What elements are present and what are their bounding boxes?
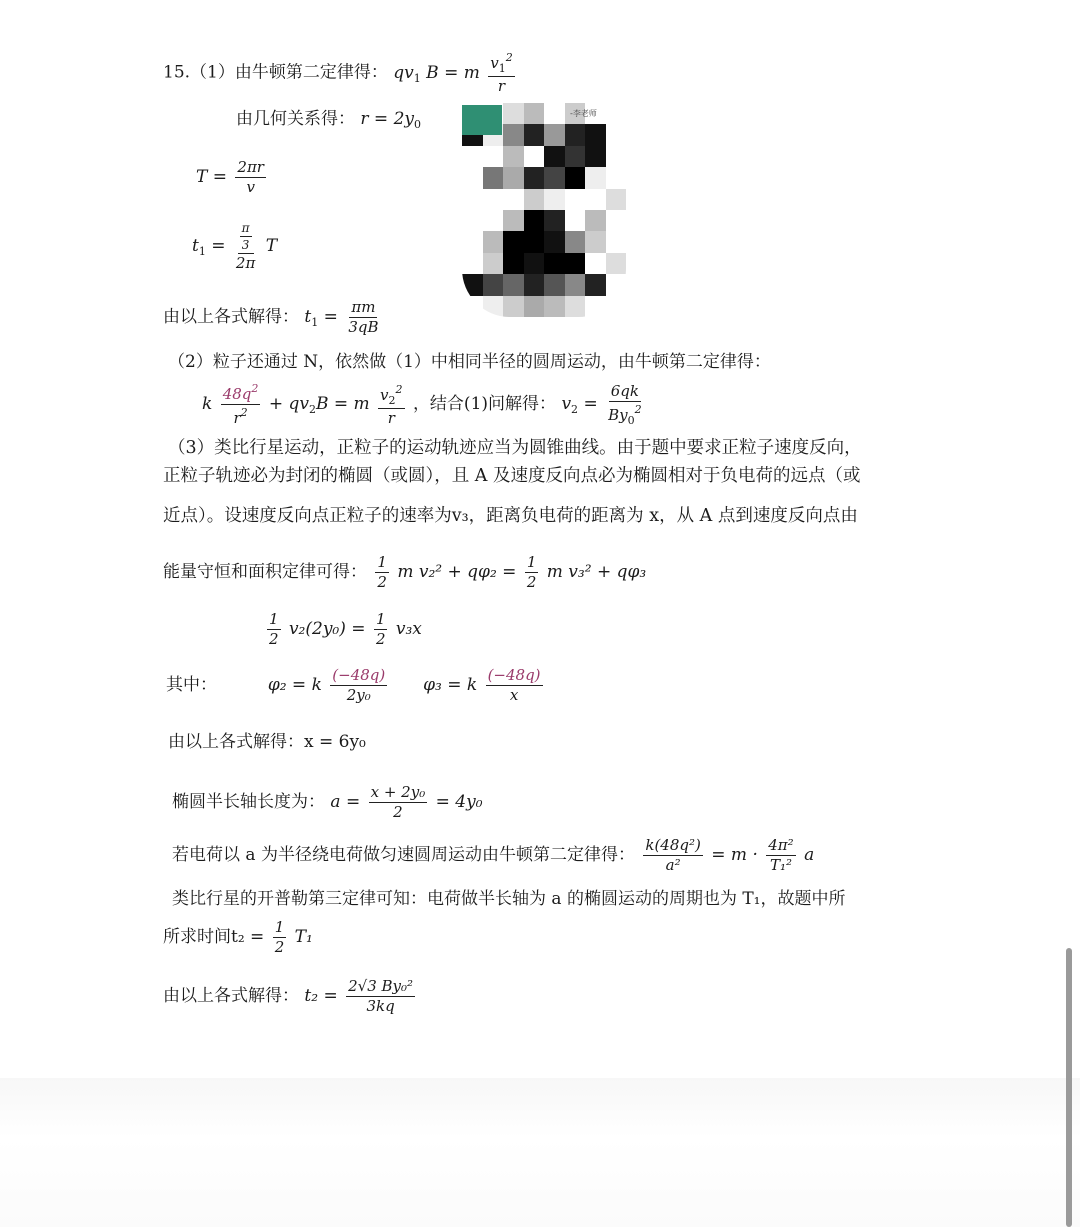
mosaic-cell	[483, 210, 504, 231]
mosaic-cell	[585, 210, 606, 231]
mosaic-cell	[483, 189, 504, 210]
semi-major-line: 椭圆半长轴长度为： a = $\frac{\text{x + 2y₀}}{2}$ = 4y₀	[172, 783, 483, 821]
circle-motion-line: 若电荷以 a 为半径绕电荷做匀速圆周运动由牛顿第二定律得： $\frac{\text{k(48q²)}}{\text{a²}}$ = m · $\frac{\text{4π²}}{\text{T₁²}}$ a	[172, 836, 815, 874]
mosaic-cell	[462, 274, 483, 295]
mosaic-cell	[565, 146, 586, 167]
mosaic-cell	[565, 253, 586, 274]
mosaic-cell	[544, 124, 565, 145]
mosaic-cell	[524, 189, 545, 210]
mosaic-cell	[565, 210, 586, 231]
mosaic-cell	[565, 189, 586, 210]
mosaic-cell	[606, 103, 627, 124]
mosaic-cell	[503, 231, 524, 252]
mosaic-cell	[503, 124, 524, 145]
mosaic-cell	[544, 274, 565, 295]
energy-line: 能量守恒和面积定律可得： $\frac{1}{2}$ m v₂² + qφ₂ = $\frac{1}{2}$ m v₃² + qφ₃	[163, 553, 647, 591]
mosaic-cell	[462, 167, 483, 188]
mosaic-cell	[544, 167, 565, 188]
mosaic-cell	[524, 124, 545, 145]
mosaic-cell	[565, 274, 586, 295]
solve2-line: 由以上各式解得：x = 6y₀	[168, 732, 366, 752]
mosaic-cell	[462, 296, 483, 317]
mosaic-cell	[565, 231, 586, 252]
pixelated-figure	[462, 103, 626, 317]
mosaic-cell	[483, 231, 504, 252]
mosaic-cell	[544, 103, 565, 124]
scrollbar-thumb[interactable]	[1066, 948, 1072, 1227]
mosaic-cell	[606, 146, 627, 167]
mosaic-cell	[585, 146, 606, 167]
mosaic-cell	[544, 296, 565, 317]
q15-part1-line	[163, 52, 518, 94]
part3-line2: 正粒子轨迹必为封闭的椭圆（或圆），且 A 及速度反向点必为椭圆相对于负电荷的远点（或	[163, 466, 861, 486]
figure-tab	[462, 105, 502, 135]
mosaic-cell	[524, 253, 545, 274]
mosaic-cell	[606, 189, 627, 210]
period-formula: T = $\frac{2\pi r}{v}$	[196, 158, 264, 196]
mosaic-cell	[503, 210, 524, 231]
area-law-line: $\frac{1}{2}$ v₂(2y₀) = $\frac{1}{2}$ v₃x	[269, 610, 422, 648]
mosaic-cell	[606, 253, 627, 274]
newton-formula: $qv_1$ B = m $\frac{v_1^2}{r}$	[393, 51, 513, 95]
part2-formula: k $\frac{48q^2}{r^2}$ + $qv_2B = m$ $\frac{v_2^2}{r}$ ，结合(1)问解得： $v_2$ = $\frac{6qk}{By_0^2}$	[202, 381, 642, 427]
mosaic-cell	[585, 296, 606, 317]
mosaic-cell	[524, 167, 545, 188]
mosaic-cell	[544, 189, 565, 210]
mosaic-cell	[503, 103, 524, 124]
solve1-line: 由以上各式解得： $t_1$ = $\frac{\pi m}{3qB}$	[163, 298, 379, 336]
mosaic-cell	[606, 210, 627, 231]
mosaic-cell	[585, 167, 606, 188]
mosaic-cell	[606, 167, 627, 188]
potential-line: 其中： φ₂ = k $\frac{(-48q)}{\text{2y₀}}$ φ₃ = k $\frac{(-48q)}{x}$	[166, 666, 541, 704]
mosaic-cell	[483, 167, 504, 188]
mosaic-cell	[462, 210, 483, 231]
time-line: 所求时间t₂ = $\frac{1}{2}$ T₁	[163, 918, 313, 956]
mosaic-cell	[503, 189, 524, 210]
mosaic-cell	[524, 146, 545, 167]
mosaic-cell	[462, 146, 483, 167]
kepler-line: 类比行星的开普勒第三定律可知：电荷做半长轴为 a 的椭圆运动的周期也为 T₁，故题中所	[172, 889, 846, 909]
mosaic-cell	[606, 274, 627, 295]
mosaic-cell	[565, 167, 586, 188]
mosaic-cell	[483, 253, 504, 274]
part2-text: （2）粒子还通过 N，依然做（1）中相同半径的圆周运动，由牛顿第二定律得：	[168, 352, 771, 372]
mosaic-cell	[606, 124, 627, 145]
figure-caption: -李老师	[570, 109, 597, 118]
mosaic-cell	[544, 253, 565, 274]
mosaic-cell	[503, 274, 524, 295]
mosaic-cell	[524, 103, 545, 124]
mosaic-cell	[503, 296, 524, 317]
mosaic-cell	[544, 146, 565, 167]
mosaic-cell	[524, 296, 545, 317]
mosaic-cell	[585, 253, 606, 274]
mosaic-cell	[565, 296, 586, 317]
mosaic-cell	[585, 231, 606, 252]
mosaic-cell	[524, 231, 545, 252]
mosaic-cell	[606, 231, 627, 252]
mosaic-cell	[524, 210, 545, 231]
mosaic-cell	[483, 274, 504, 295]
mosaic-cell	[503, 253, 524, 274]
mosaic-cell	[606, 296, 627, 317]
mosaic-cell	[462, 231, 483, 252]
mosaic-cell	[585, 274, 606, 295]
q15-part1-label: 15.（1）由牛顿第二定律得：	[163, 62, 388, 83]
geometry-line: 由几何关系得： $r = 2y_0$	[236, 109, 422, 131]
part3-line1: （3）类比行星运动，正粒子的运动轨迹应当为圆锥曲线。由于题中要求正粒子速度反向，	[168, 438, 862, 458]
mosaic-cell	[462, 189, 483, 210]
mosaic-cell	[503, 146, 524, 167]
final-result-line: 由以上各式解得： t₂ = $\frac{\text{2√3 By₀²}}{3kq}$	[163, 977, 414, 1015]
mosaic-cell	[503, 167, 524, 188]
part3-line3: 近点）。设速度反向点正粒子的速率为v₃，距离负电荷的距离为 x，从 A 点到速度反向点由	[163, 506, 858, 526]
mosaic-cell	[544, 210, 565, 231]
mosaic-cell	[585, 189, 606, 210]
mosaic-cell	[483, 146, 504, 167]
mosaic-cell	[462, 253, 483, 274]
t1-formula: $t_1$ = $\frac{\frac{\pi}{3}}{2\pi}$ T	[192, 221, 278, 272]
mosaic-cell	[585, 124, 606, 145]
page-bottom-area	[0, 1078, 1080, 1227]
mosaic-cell	[565, 124, 586, 145]
mosaic-cell	[524, 274, 545, 295]
mosaic-cell	[483, 296, 504, 317]
mosaic-cell	[544, 231, 565, 252]
